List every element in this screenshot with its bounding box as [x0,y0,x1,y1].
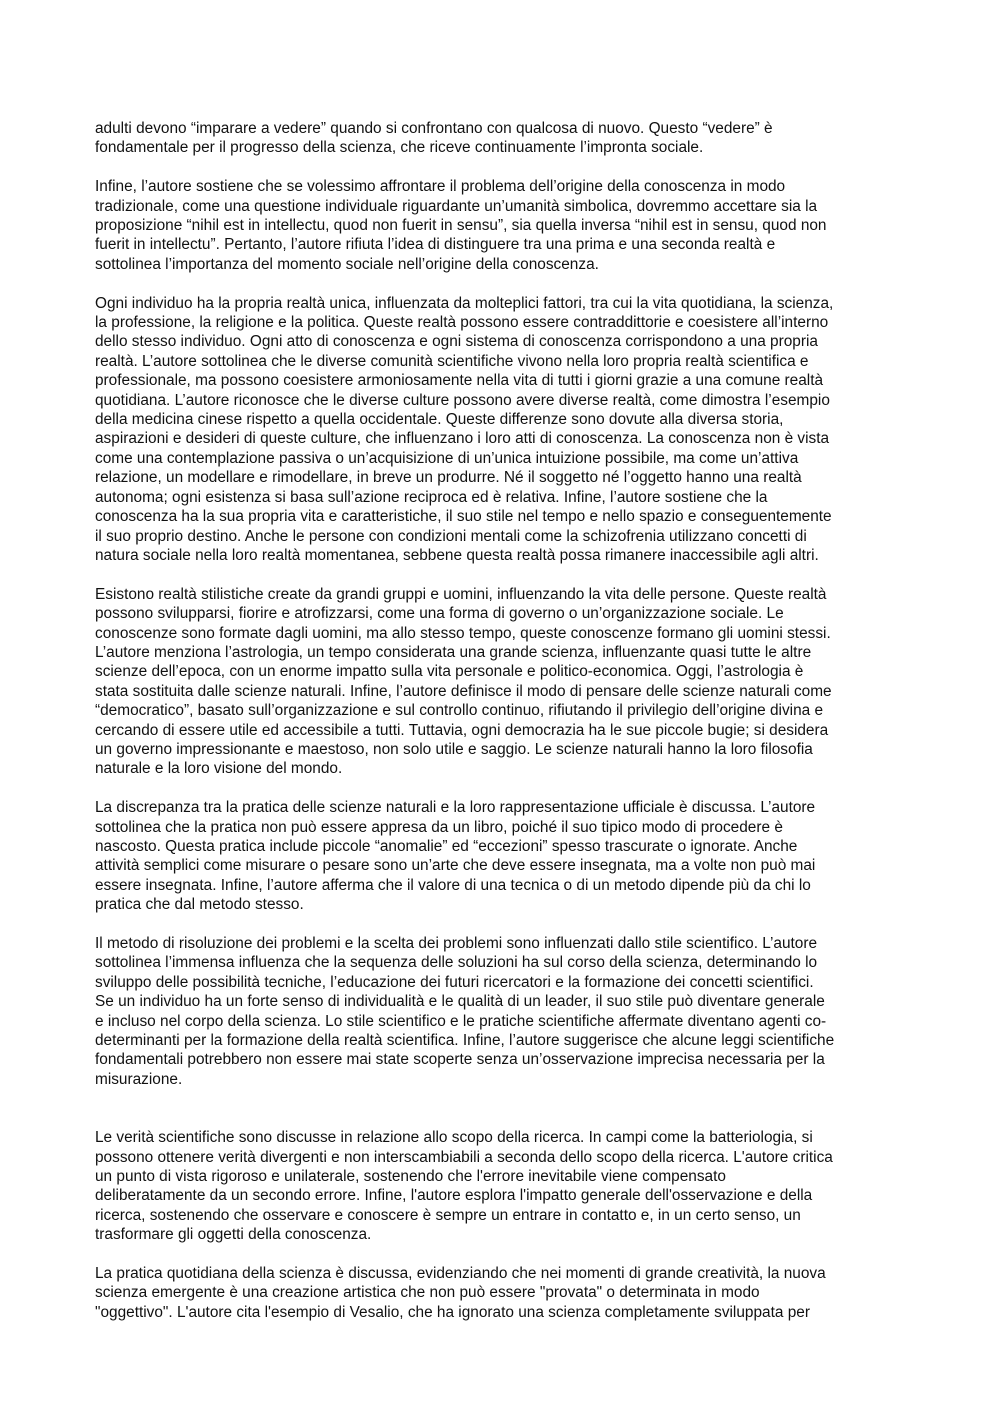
paragraph-6: Il metodo di risoluzione dei problemi e la scelta dei problemi sono influenzati dallo stile scientifico. L’autore sottolinea l’immensa influenza che la sequenza delle soluzioni ha sul corso della scienza, determinando lo sviluppo delle possibilità tecniche, l’educazione dei futuri ricercatori e la formazione dei concetti scientifici. Se un individuo ha un forte senso di individualità e le qualità di un leader, il suo stile può diventare generale e incluso nel corpo della scienza. Lo stile scientifico e le pratiche scientifiche affermate diventano agenti co- determinanti per la formazione della realtà scientifica. Infine, l’autore suggerisce che alcune leggi scientifiche fondamentali potrebbero non essere mai state scoperte senza un’osservazione imprecisa necessaria per la misurazione. [95,934,835,1088]
paragraph-7: Le verità scientifiche sono discusse in relazione allo scopo della ricerca. In campi come la batteriologia, si possono ottenere verità divergenti e non interscambiabili a seconda dello scopo della ricerca. L'autore critica un punto di vista rigoroso e unilaterale, sostenendo che l'errore inevitabile viene compensato deliberatamente da un secondo errore. Infine, l'autore esplora l'impatto generale dell'osservazione e della ricerca, sostenendo che osservare e conoscere è sempre un entrare in contatto e, in un certo senso, un trasformare gli oggetti della conoscenza. [95,1129,833,1244]
paragraph-1: adulti devono “imparare a vedere” quando si confrontano con qualcosa di nuovo. Questo “vedere” è fondamentale per il progresso della scienza, che riceve continuamente l’impronta sociale. [95,120,773,157]
paragraph-4: Esistono realtà stilistiche create da grandi gruppi e uomini, influenzando la vita delle persone. Queste realtà possono svilupparsi, fiorire e atrofizzarsi, come una forma di governo o un’organizzazione sociale. Le conoscenze sono formate dagli uomini, ma allo stesso tempo, queste conoscenze formano gli uomini stessi. L’autore menziona l’astrologia, un tempo considerata una grande scienza, influenzante quasi tutte le altre scienze dell’epoca, con un enorme impatto sulla vita personale e politico-economica. Oggi, l’astrologia è stata sostituita dalle scienze naturali. Infine, l’autore definisce il modo di pensare delle scienze naturali come “democratico”, basato sull’organizzazione e sul controllo continuo, rifiutando il privilegio dell’origine divina e cercando di essere utile ed accessibile a tutti. Tuttavia, ogni democrazia ha le sue piccole bugie; si desidera un governo impressionante e maestoso, non solo utile e saggio. Le scienze naturali hanno la loro filosofia naturale e la loro visione del mondo. [95,585,832,778]
document-body [95,119,907,1342]
paragraph-5: La discrepanza tra la pratica delle scienze naturali e la loro rappresentazione ufficiale è discussa. L’autore sottolinea che la pratica non può essere appresa da un libro, poiché il suo tipico modo di procedere è nascosto. Questa pratica include piccole “anomalie” ed “eccezioni” spesso trascurate o ignorate. Anche attività semplici come misurare o pesare sono un’arte che deve essere insegnata, ma a volte non può mai essere insegnata. Infine, l’autore afferma che il valore di una tecnica o di un metodo dipende più da chi lo pratica che dal metodo stesso. [95,799,816,914]
paragraph-8: La pratica quotidiana della scienza è discussa, evidenziando che nei momenti di grande creatività, la nuova scienza emergente è una creazione artistica che non può essere "provata" o determinata in modo "oggettivo". L'autore cita l'esempio di Vesalio, che ha ignorato una scienza completamente sviluppata per [95,1265,826,1321]
paragraph-2: Infine, l’autore sostiene che se volessimo affrontare il problema dell’origine della conoscenza in modo tradizionale, come una questione individuale riguardante un’umanità simbolica, dovremmo accettare sia la proposizione “nihil est in intellectu, quod non fuerit in sensu”, sia quella inversa “nihil est in sensu, quod non fuerit in intellectu”. Pertanto, l’autore rifiuta l’idea di distinguere tra una prima e una seconda realtà e sottolinea l’importanza del momento sociale nell’origine della conoscenza. [95,178,827,273]
paragraph-3: Ogni individuo ha la propria realtà unica, influenzata da molteplici fattori, tra cui la vita quotidiana, la scienza, la professione, la religione e la politica. Queste realtà possono essere contraddittorie e coesistere all’interno dello stesso individuo. Ogni atto di conoscenza e ogni sistema di conoscenza corrispondono a una propria realtà. L’autore sottolinea che le diverse comunità scientifiche vivono nella loro propria realtà scientifica e professionale, ma possono coesistere armoniosamente nella vita di tutti i giorni grazie a una comune realtà quotidiana. L’autore riconosce che le diverse culture possono avere diverse realtà, come dimostra l’esempio della medicina cinese rispetto a quella occidentale. Queste differenze sono dovute alla diversa storia, aspirazioni e desideri di queste culture, che influenzano i loro atti di conoscenza. La conoscenza non è vista come una contemplazione passiva o un’acquisizione di un’unica intuizione possibile, ma come un’attiva relazione, un modellare e rimodellare, in breve un produrre. Né il soggetto né l’oggetto hanno una realtà autonoma; ogni esistenza si basa sull’azione reciproca ed è relativa. Infine, l’autore sostiene che la conoscenza ha la sua propria vita e caratteristiche, il suo stile nel tempo e nello spazio e conseguentemente il suo proprio destino. Anche le persone con condizioni mentali come la schizofrenia utilizzano concetti di natura sociale nella loro realtà momentanea, sebbene questa realtà possa rimanere inaccessibile agli altri. [95,294,834,564]
